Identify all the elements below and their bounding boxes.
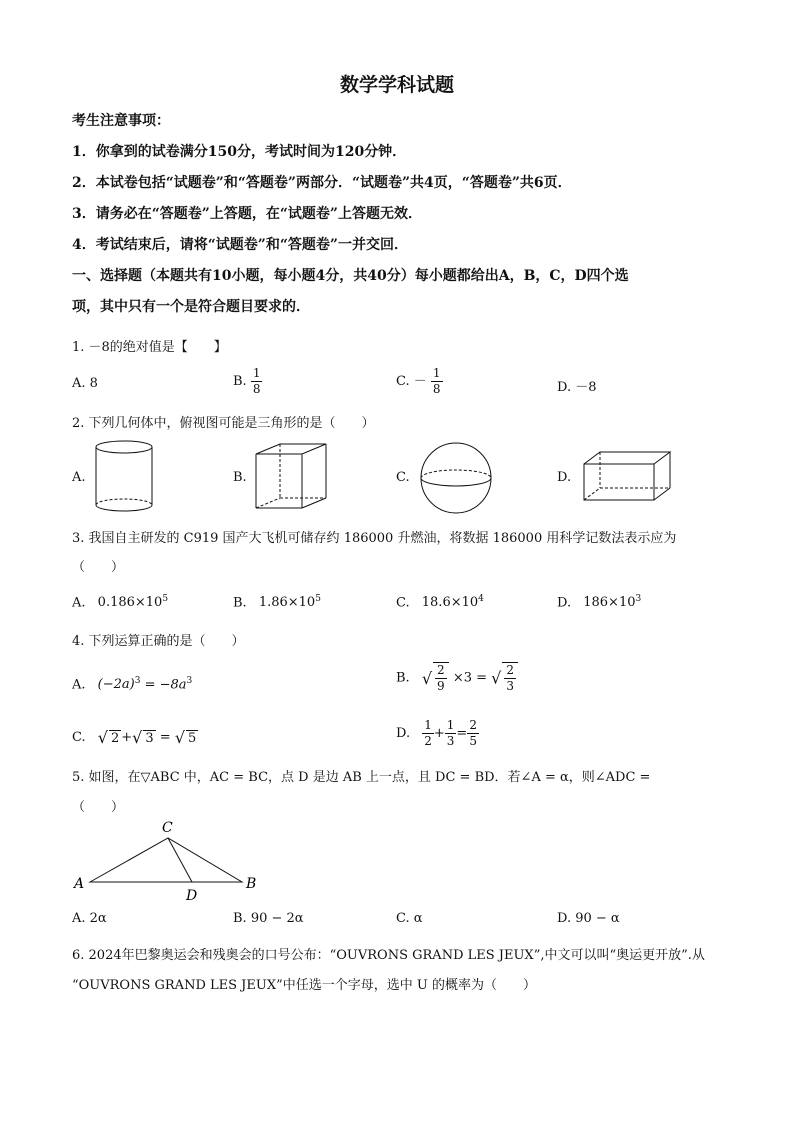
page-title: 数学学科试题 (339, 74, 454, 96)
q3-b-label: B. (233, 595, 247, 611)
section-heading-line2: 项，其中只有一个是符合题目要求的． (72, 299, 310, 315)
note-item-2: 2．本试卷包括“试题卷”和“答题卷”两部分．“试题卷”共4页，“答题卷”共6页． (72, 175, 572, 191)
q3-d-label: D. (557, 595, 572, 611)
q1-c-numerator: 1 (432, 366, 441, 380)
triangle-figure (70, 818, 270, 906)
point-d-label: D (186, 888, 198, 904)
cylinder-figure (90, 438, 158, 514)
q5-stem-line1: 5. 如图，在▽ABC 中，AC = BC，点 D 是边 AB 上一点，且 DC = BD．若∠A = α，则∠ADC = (72, 770, 651, 785)
q2-option-c-label: C. (396, 470, 410, 485)
q1-b-numerator: 1 (252, 366, 261, 380)
q1-option-b-fraction (251, 366, 263, 397)
q5-option-c: C. α (396, 911, 423, 926)
q4-option-c: C. √ 2 +√ 3 = √ 5 (72, 728, 197, 747)
q3-a-label: A. (72, 595, 86, 611)
q5-stem-line2: （ ） (72, 800, 125, 815)
notes-heading: 考生注意事项： (72, 113, 170, 129)
q2-option-a-label: A. (72, 470, 86, 485)
cuboid-figure (580, 448, 676, 504)
point-b-label: B (246, 876, 257, 892)
q4-d-num-3: 2 (469, 718, 477, 732)
q4-option-d (396, 718, 479, 749)
q3-b-base: 1.86×10 (258, 595, 316, 611)
triangular-prism-figure (250, 440, 330, 512)
q2-option-d-label: D. (557, 470, 572, 485)
q3-c-label: C. (396, 595, 410, 611)
q4-option-a (72, 676, 192, 692)
q3-option-d (557, 594, 641, 610)
section-heading-line1: 一、选择题（本题共有10小题，每小题4分，共40分）每小题都给出A，B，C，D四个选 (72, 268, 629, 284)
q4-b-numerator: 2 (437, 663, 445, 677)
q5-option-b: B. 90 − 2α (233, 911, 304, 926)
point-c-label: C (162, 820, 173, 836)
q2-stem: 2. 下列几何体中，俯视图可能是三角形的是（ ） (72, 416, 375, 431)
q4-a-label: A. (72, 677, 86, 693)
q1-option-c (396, 366, 443, 397)
q3-b-exp: 5 (315, 594, 321, 604)
q4-b-label: B. (396, 670, 410, 686)
q4-d-den-3: 5 (469, 734, 477, 748)
q4-d-plus: + (433, 726, 445, 741)
q4-option-b: B. √ $\frac{2}{9}$ ×3 = √ $\frac{2}{3}$ (396, 662, 518, 694)
q1-option-d: D. －8 (557, 380, 597, 395)
q4-c-radicand-2: 3 (145, 730, 154, 746)
q3-d-exp: 3 (635, 594, 642, 604)
q4-a-rhs-exp: 3 (186, 676, 193, 686)
q3-a-base: 0.186×10 (97, 595, 163, 611)
q3-c-exp: 4 (478, 594, 484, 604)
q4-d-equals: = (456, 726, 468, 741)
q6-stem-line1: 6. 2024年巴黎奥运会和残奥会的口号公布：“OUVRONS GRAND LES JEUX”,中文可以叫“奥运更开放”.从 (72, 948, 705, 963)
q4-d-den-2: 3 (446, 734, 455, 748)
q1-c-denominator: 8 (432, 382, 441, 396)
q3-stem-line2: （ ） (72, 560, 125, 575)
q4-b-numerator-2: 2 (506, 663, 514, 677)
q4-c-radicand-3: 5 (188, 730, 197, 746)
q1-option-a: A. 8 (72, 376, 98, 391)
q3-a-exp: 5 (162, 594, 169, 604)
q3-c-base: 18.6×10 (421, 595, 479, 611)
q4-b-denominator: 9 (437, 679, 445, 693)
q4-a-rhs: = −8a (140, 677, 187, 693)
point-a-label: A (74, 876, 85, 892)
q3-option-c (396, 594, 484, 610)
q6-stem-line2: “OUVRONS GRAND LES JEUX”中任选一个字母，选中 U 的概率为（ ） (72, 978, 536, 993)
q3-option-b (233, 594, 321, 610)
q4-a-exp: 3 (134, 676, 141, 686)
note-item-4: 4．考试结束后，请将“试题卷”和“答题卷”一并交回． (72, 237, 408, 253)
sphere-figure (418, 440, 494, 516)
q2-option-b-label: B. (233, 470, 247, 485)
q1-option-b (233, 366, 262, 397)
q1-option-c-fraction (431, 366, 443, 397)
q5-option-a: A. 2α (72, 911, 107, 926)
q5-option-d: D. 90 − α (557, 911, 620, 926)
q4-d-label: D. (396, 726, 411, 741)
q1-option-c-label: C. － (396, 374, 427, 389)
q4-stem: 4. 下列运算正确的是（ ） (72, 634, 245, 649)
q4-d-num-2: 1 (446, 718, 455, 732)
q3-d-base: 186×10 (583, 595, 636, 611)
q4-d-num-1: 1 (424, 718, 432, 732)
q4-b-denominator-2: 3 (506, 679, 514, 693)
note-item-3: 3．请务必在“答题卷”上答题，在“试题卷”上答题无效． (72, 206, 422, 222)
q1-b-denominator: 8 (252, 382, 261, 396)
q3-option-a (72, 594, 168, 610)
q4-d-den-1: 2 (424, 734, 432, 748)
q4-b-middle: ×3 = (452, 670, 488, 686)
q1-stem: 1. －8的绝对值是【 】 (72, 340, 227, 355)
q4-c-plus: + (121, 730, 133, 745)
q3-stem-line1: 3. 我国自主研发的 C919 国产大飞机可储存约 186000 升燃油，将数据 186000 用科学记数法表示应为 (72, 531, 677, 546)
q4-c-equals: = (155, 730, 175, 745)
q1-option-b-label: B. (233, 374, 247, 389)
q4-c-label: C. (72, 730, 86, 745)
q4-a-expr: (−2a) (97, 677, 135, 693)
q4-c-radicand-1: 2 (110, 730, 120, 746)
note-item-1: 1．你拿到的试卷满分150分，考试时间为120分钟． (72, 144, 407, 160)
